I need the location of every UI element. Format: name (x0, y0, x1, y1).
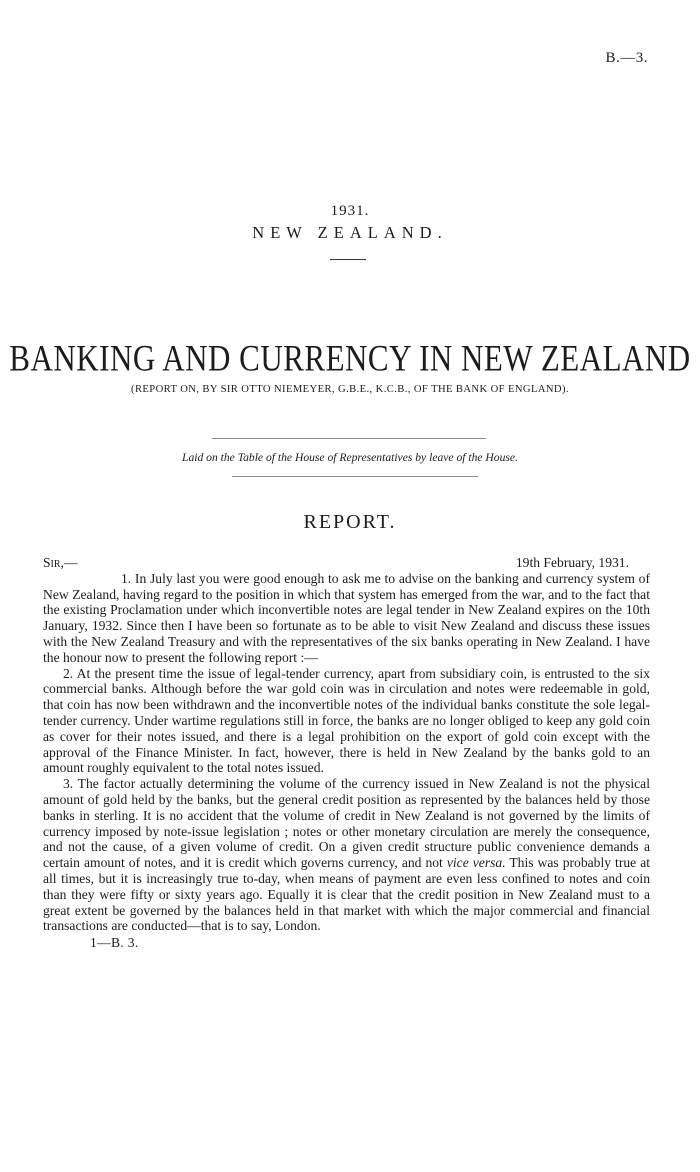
divider-top (212, 438, 486, 439)
paragraph-2: 2. At the present time the issue of legal-tender currency, apart from subsidiary coin, is entrusted to the six commercial banks. Although before the war gold coin was in circulation and notes were redeemable in gold, that coin has now been withdrawn and the inconvertible notes of the individual banks constitute the sole legal-tender currency. Under wartime regulations still in force, the banks are no longer obliged to keep any gold coin as cover for their notes issued, and there is a legal prohibition on the export of gold coin except with the approval of the Finance Minister. In fact, however, there is held in New Zealand by the banks gold to an amount roughly equivalent to the total notes issued. (43, 665, 650, 776)
short-divider (330, 259, 366, 260)
paragraph-3 (43, 776, 650, 934)
document-subtitle: (REPORT ON, BY SIR OTTO NIEMEYER, G.B.E., K.C.B., OF THE BANK OF ENGLAND). (131, 384, 569, 395)
document-year: 1931. (330, 203, 370, 219)
document-title: BANKING AND CURRENCY IN NEW ZEALAND (9, 337, 691, 379)
footer-signature: 1—B. 3. (90, 935, 139, 951)
report-date: 19th February, 1931. (515, 555, 629, 570)
salutation-line (43, 555, 650, 571)
divider-bottom (232, 476, 478, 477)
report-body (43, 555, 650, 951)
report-heading: REPORT. (303, 511, 397, 533)
salutation: Sir,— (43, 555, 78, 570)
paragraph-3-part-b: This was probably true at all times, but it is increasingly true to-day, when means of payment are even less confined to notes and coin than they were fifty or sixty years ago. Equally it is clear that the credit position in New Zealand must to a great extent be governed by the balances held in that market with which the major commercial and financial transactions are conducted—that is to say, London. (43, 855, 651, 934)
paragraph-3-italic: vice versa. (446, 855, 506, 871)
page-reference: B.—3. (605, 50, 648, 66)
paragraph-3-part-a: 3. The factor actually determining the volume of the currency issued in New Zealand is not the physical amount of gold held by the banks, but the general credit position as represented by the balances held by those banks in sterling. It is no accident that the volume of credit in New Zealand is not governed by the limits of currency imposed by note-issue legislation ; notes or other monetary circulation are merely the consequence, and not the cause, of a given volume of credit. On a given credit structure public convenience demands a certain amount of notes, and it is credit which governs currency, and not (43, 776, 650, 871)
paragraph-1: 1. In July last you were good enough to ask me to advise on the banking and currency system of New Zealand, having regard to the position in which that system has emerged from the war, and to the fact that the existing Proclamation under which inconvertible notes are legal tender in New Zealand expires on the 10th January, 1932. Since then I have been so fortunate as to be able to visit New Zealand and discuss these issues with the New Zealand Treasury and with the representatives of the six banks operating in New Zealand. I have the honour now to present the following report :— (43, 570, 650, 665)
laid-on-table-note: Laid on the Table of the House of Representatives by leave of the House. (182, 451, 518, 464)
document-country: NEW ZEALAND. (252, 223, 448, 242)
